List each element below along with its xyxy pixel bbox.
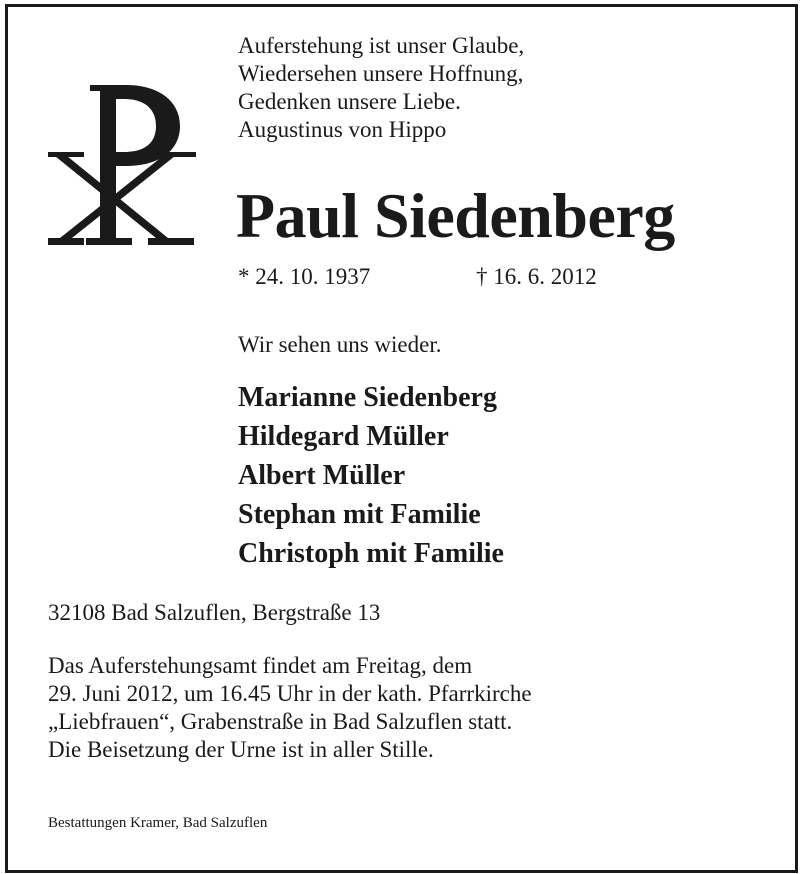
quote-line: Auferstehung ist unser Glaube, <box>238 33 525 58</box>
mourners-list <box>238 378 504 573</box>
service-line: Das Auferstehungsamt findet am Freitag, dem <box>48 653 473 678</box>
undertaker-credit: Bestattungen Kramer, Bad Salzuflen <box>48 815 268 831</box>
farewell-line: Wir sehen uns wieder. <box>238 332 442 357</box>
chi-rho-icon <box>48 80 196 248</box>
quote-line: Gedenken unsere Liebe. <box>238 89 461 114</box>
mourner-name: Hildegard Müller <box>238 421 449 452</box>
death-date: † 16. 6. 2012 <box>476 264 597 289</box>
service-info <box>48 652 532 764</box>
mourner-name: Albert Müller <box>238 460 406 491</box>
quote-attribution: Augustinus von Hippo <box>238 117 447 142</box>
mourner-name: Christoph mit Familie <box>238 538 504 569</box>
memorial-quote <box>238 32 524 144</box>
quote-line: Wiedersehen unsere Hoffnung, <box>238 61 524 86</box>
mourner-name: Marianne Siedenberg <box>238 382 497 413</box>
mourner-name: Stephan mit Familie <box>238 499 481 530</box>
deceased-name: Paul Siedenberg <box>236 180 675 251</box>
service-line: Die Beisetzung der Urne ist in aller Stille. <box>48 737 434 762</box>
service-line: „Liebfrauen“, Grabenstraße in Bad Salzuflen statt. <box>48 709 513 734</box>
service-line: 29. Juni 2012, um 16.45 Uhr in der kath. Pfarrkirche <box>48 681 532 706</box>
family-address: 32108 Bad Salzuflen, Bergstraße 13 <box>48 600 381 625</box>
birth-date: * 24. 10. 1937 <box>238 264 371 289</box>
